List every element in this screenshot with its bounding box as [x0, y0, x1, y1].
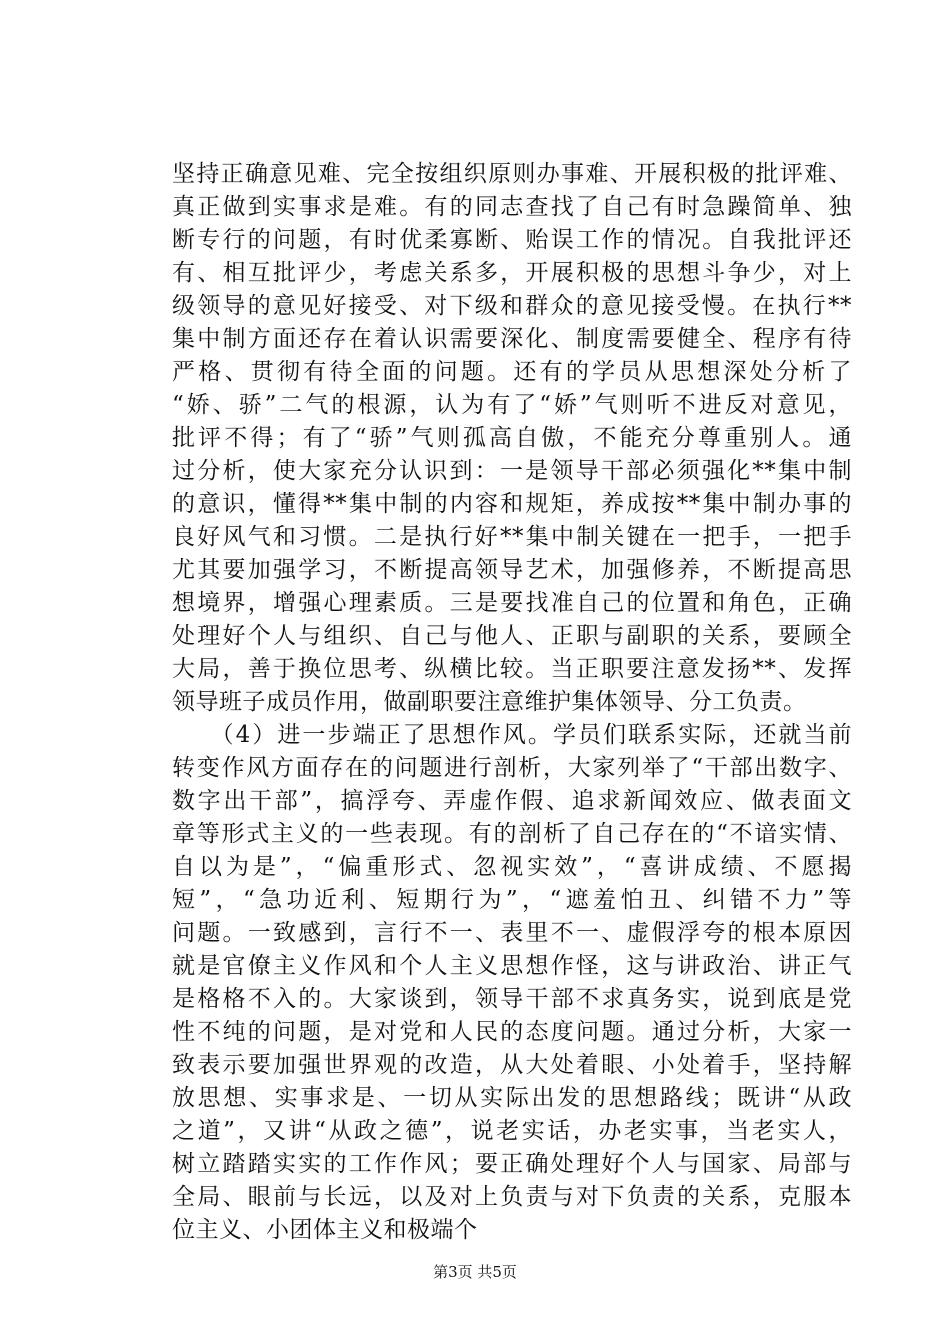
text-line: 过分析，使大家充分认识到：一是领导干部必须强化**集中制 [172, 458, 852, 484]
text-line: 位主义、小团体主义和极端个 [172, 1217, 478, 1243]
text-line: 数字出干部”，搞浮夸、弄虚作假、追求新闻效应、做表面文 [172, 788, 852, 814]
text-line: 章等形式主义的一些表现。有的剖析了自己存在的“不谙实情、 [172, 821, 852, 847]
text-line: 放思想、实事求是、一切从实际出发的思想路线；既讲“从政 [172, 1085, 852, 1111]
text-line: 转变作风方面存在的问题进行剖析，大家列举了“干部出数字、 [172, 755, 852, 781]
text-line: 想境界，增强心理素质。三是要找准自己的位置和角色，正确 [172, 590, 852, 616]
text-line: 有、相互批评少，考虑关系多，开展积极的思想斗争少，对上 [172, 260, 852, 286]
text-line: 集中制方面还存在着认识需要深化、制度需要健全、程序有待 [172, 326, 852, 352]
text-line: 自以为是”，“偏重形式、忽视实效”，“喜讲成绩、不愿揭 [172, 854, 852, 880]
text-line: （4）进一步端正了思想作风。学员们联系实际，还就当前 [172, 722, 852, 748]
text-line: 性不纯的问题，是对党和人民的态度问题。通过分析，大家一 [172, 1019, 852, 1045]
text-line: 全局、眼前与长远，以及对上负责与对下负责的关系，克服本 [172, 1184, 852, 1210]
text-line: 良好风气和习惯。二是执行好**集中制关键在一把手，一把手 [172, 524, 852, 550]
text-line: 领导班子成员作用，做副职要注意维护集体领导、分工负责。 [172, 689, 807, 715]
text-line: 致表示要加强世界观的改造，从大处着眼、小处着手，坚持解 [172, 1052, 852, 1078]
text-line: 级领导的意见好接受、对下级和群众的意见接受慢。在执行** [172, 293, 852, 319]
text-line: 短”，“急功近利、短期行为”，“遮羞怕丑、纠错不力”等 [172, 887, 852, 913]
text-line: 真正做到实事求是难。有的同志查找了自己有时急躁简单、独 [172, 194, 852, 220]
text-line: 严格、贯彻有待全面的问题。还有的学员从思想深处分析了 [172, 359, 852, 385]
text-line: 断专行的问题，有时优柔寡断、贻误工作的情况。自我批评还 [172, 227, 852, 253]
text-line: 坚持正确意见难、完全按组织原则办事难、开展积极的批评难、 [172, 161, 852, 187]
text-line: 树立踏踏实实的工作作风；要正确处理好个人与国家、局部与 [172, 1151, 852, 1177]
page-footer: 第3页 共5页 [433, 1263, 517, 1281]
text-line: 是格格不入的。大家谈到，领导干部不求真务实，说到底是党 [172, 986, 852, 1012]
text-line: 尤其要加强学习，不断提高领导艺术，加强修养，不断提高思 [172, 557, 852, 583]
text-line: 处理好个人与组织、自己与他人、正职与副职的关系，要顾全 [172, 623, 852, 649]
text-line: 大局，善于换位思考、纵横比较。当正职要注意发扬**、发挥 [172, 656, 852, 682]
text-line: 的意识，懂得**集中制的内容和规矩，养成按**集中制办事的 [172, 491, 852, 517]
text-line: 问题。一致感到，言行不一、表里不一、虚假浮夸的根本原因 [172, 920, 852, 946]
text-line: 批评不得；有了“骄”气则孤高自傲，不能充分尊重别人。通 [172, 425, 852, 451]
text-line: 就是官僚主义作风和个人主义思想作怪，这与讲政治、讲正气 [172, 953, 852, 979]
text-line: 之道”，又讲“从政之德”，说老实话，办老实事，当老实人， [172, 1118, 852, 1144]
body-text [172, 158, 852, 1247]
text-line: “娇、骄”二气的根源，认为有了“娇”气则听不进反对意见， [172, 392, 852, 418]
